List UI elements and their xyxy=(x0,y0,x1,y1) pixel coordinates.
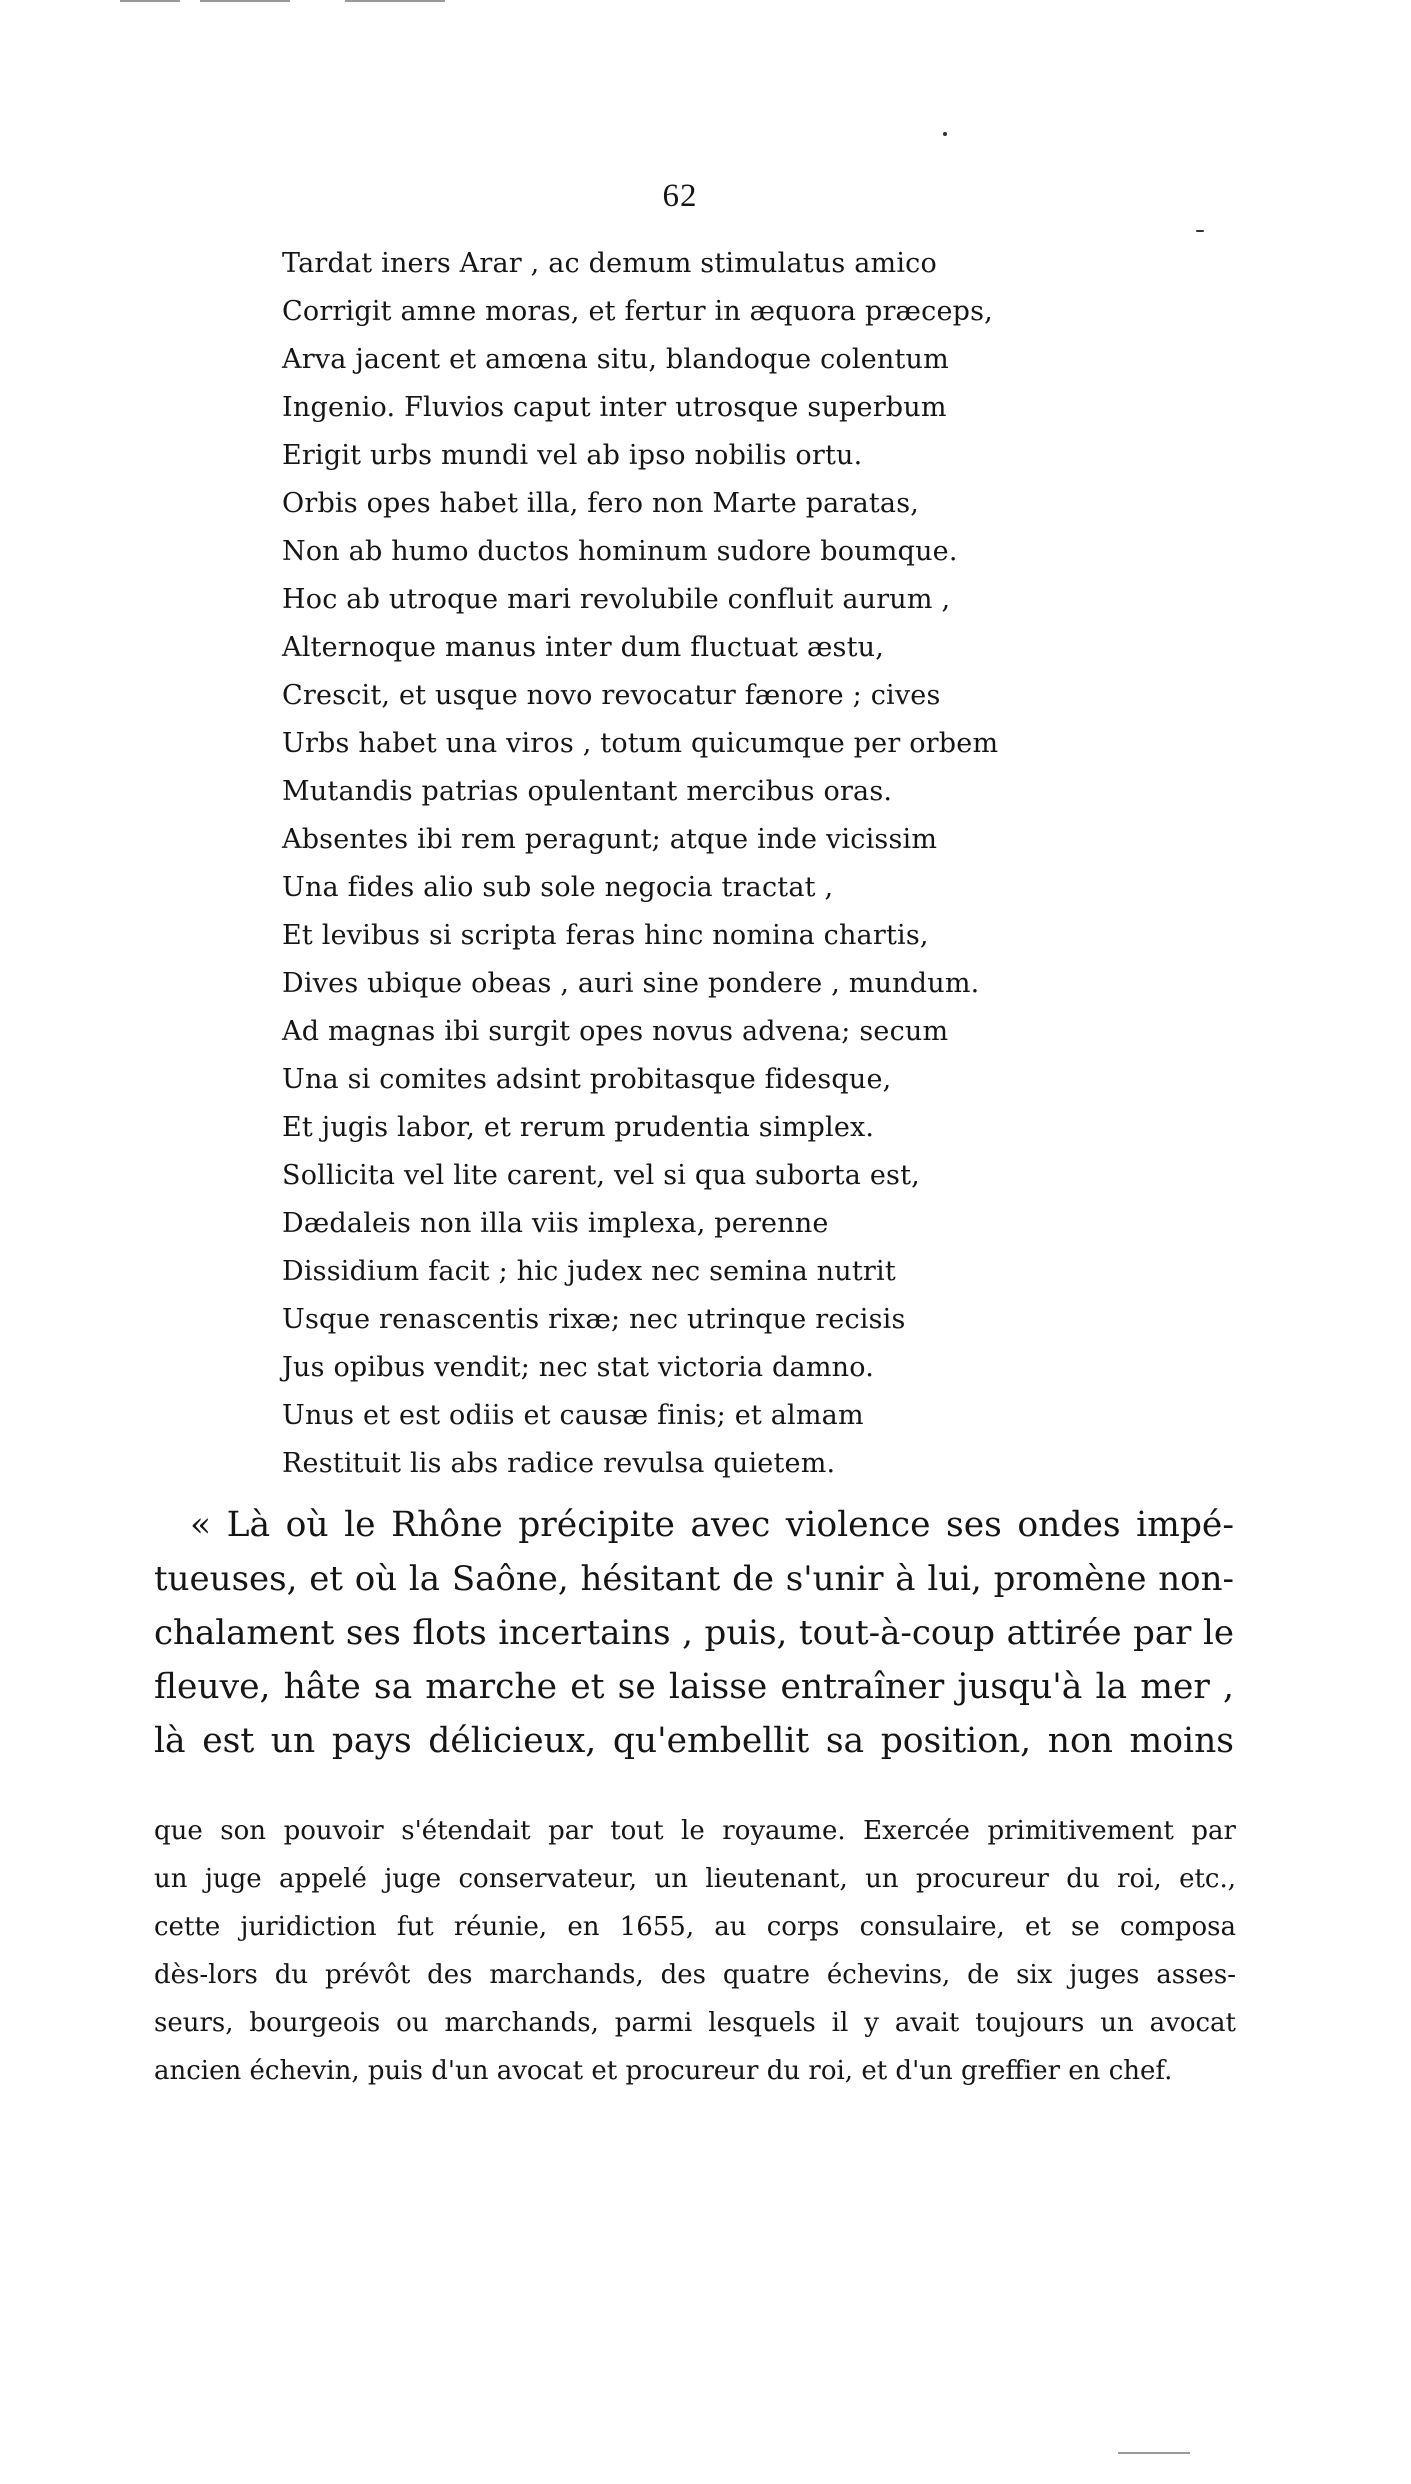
footnote-line: seurs, bourgeois ou marchands, parmi lesquels il y avait toujours un avocat xyxy=(154,2008,1236,2038)
poem-line: Ad magnas ibi surgit opes novus advena; secum xyxy=(282,1016,949,1047)
poem-line: Urbs habet una viros , totum quicumque per orbem xyxy=(282,728,999,759)
poem-line: Erigit urbs mundi vel ab ipso nobilis ortu. xyxy=(282,440,863,471)
scan-artifact-bottom xyxy=(1118,2452,1190,2454)
translation-line: là est un pays délicieux, qu'embellit sa position, non moins xyxy=(154,1721,1234,1761)
poem-line: Corrigit amne moras, et fertur in æquora præceps, xyxy=(282,296,993,327)
footnote xyxy=(154,1807,1236,2095)
footnote-line: ancien échevin, puis d'un avocat et procureur du roi, et d'un greffier en chef. xyxy=(154,2056,1173,2086)
scan-speck xyxy=(1196,230,1204,232)
page-number: 62 xyxy=(662,178,698,214)
poem-line: Dives ubique obeas , auri sine pondere , mundum. xyxy=(282,968,980,999)
translation-line: tueuses, et où la Saône, hésitant de s'unir à lui, promène non- xyxy=(154,1559,1234,1599)
poem-line: Una fides alio sub sole negocia tractat , xyxy=(282,872,834,903)
poem-line: Orbis opes habet illa, fero non Marte paratas, xyxy=(282,488,920,519)
poem-line: Alternoque manus inter dum fluctuat æstu, xyxy=(282,632,885,663)
scan-artifact-top xyxy=(120,0,180,2)
translation-line: fleuve, hâte sa marche et se laisse entraîner jusqu'à la mer , xyxy=(154,1667,1234,1707)
translation-line: chalament ses flots incertains , puis, tout-à-coup attirée par le xyxy=(154,1613,1234,1653)
poem-line: Non ab humo ductos hominum sudore boumque. xyxy=(282,536,958,567)
poem-line: Restituit lis abs radice revulsa quietem. xyxy=(282,1448,836,1479)
latin-poem xyxy=(282,240,1042,1488)
scan-speck xyxy=(943,132,947,136)
poem-line: Arva jacent et amœna situ, blandoque colentum xyxy=(282,344,949,375)
poem-line: Sollicita vel lite carent, vel si qua suborta est, xyxy=(282,1160,920,1191)
french-translation xyxy=(154,1498,1234,1768)
poem-line: Ingenio. Fluvios caput inter utrosque superbum xyxy=(282,392,947,423)
footnote-line: que son pouvoir s'étendait par tout le royaume. Exercée primitivement par xyxy=(154,1816,1236,1846)
poem-line: Mutandis patrias opulentant mercibus oras. xyxy=(282,776,893,807)
footnote-line: cette juridiction fut réunie, en 1655, au corps consulaire, et se composa xyxy=(154,1912,1236,1942)
translation-line: « Là où le Rhône précipite avec violence ses ondes impé- xyxy=(190,1505,1234,1545)
poem-line: Jus opibus vendit; nec stat victoria damno. xyxy=(282,1352,874,1383)
scan-artifact-top xyxy=(200,0,290,2)
poem-line: Una si comites adsint probitasque fidesque, xyxy=(282,1064,892,1095)
footnote-line: dès-lors du prévôt des marchands, des quatre échevins, de six juges asses- xyxy=(154,1960,1236,1990)
poem-line: Et jugis labor, et rerum prudentia simplex. xyxy=(282,1112,875,1143)
poem-line: Absentes ibi rem peragunt; atque inde vicissim xyxy=(282,824,938,855)
poem-line: Dissidium facit ; hic judex nec semina nutrit xyxy=(282,1256,896,1287)
scan-artifact-top xyxy=(345,0,445,2)
poem-line: Tardat iners Arar , ac demum stimulatus amico xyxy=(282,248,937,279)
poem-line: Crescit, et usque novo revocatur fænore ; cives xyxy=(282,680,941,711)
poem-line: Usque renascentis rixæ; nec utrinque recisis xyxy=(282,1304,906,1335)
poem-line: Dædaleis non illa viis implexa, perenne xyxy=(282,1208,829,1239)
poem-line: Hoc ab utroque mari revolubile confluit aurum , xyxy=(282,584,951,615)
footnote-line: un juge appelé juge conservateur, un lieutenant, un procureur du roi, etc., xyxy=(154,1864,1236,1894)
poem-line: Et levibus si scripta feras hinc nomina chartis, xyxy=(282,920,929,951)
poem-line: Unus et est odiis et causæ finis; et almam xyxy=(282,1400,864,1431)
